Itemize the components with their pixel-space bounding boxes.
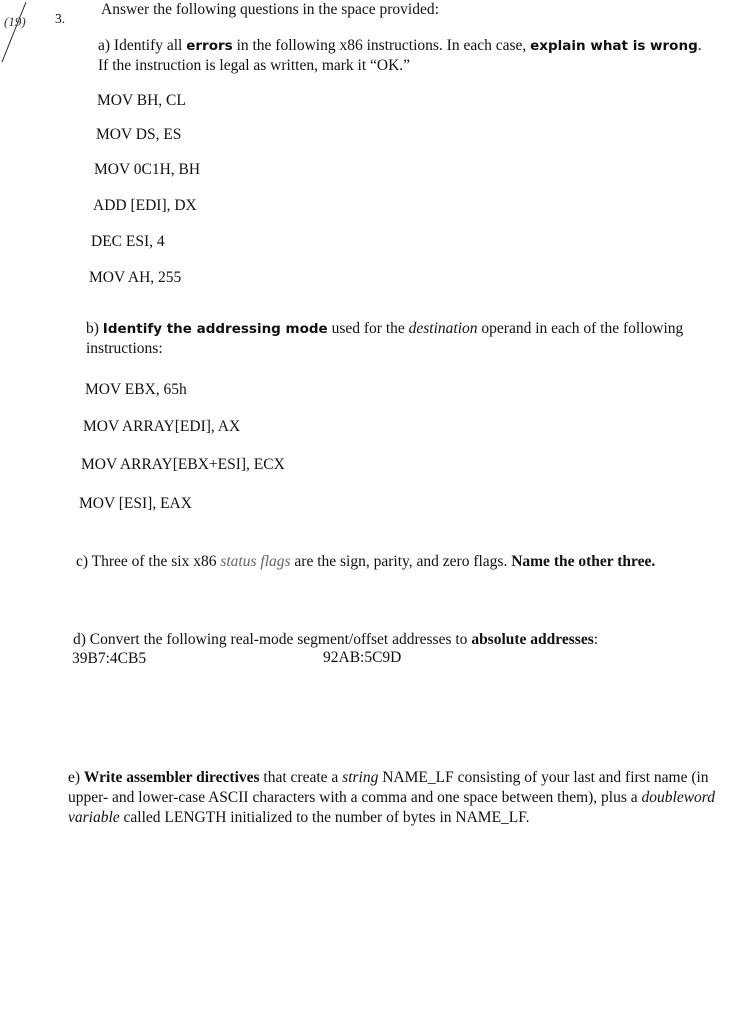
grading-slash-mark (0, 0, 40, 70)
part-a-instruction-4: ADD [EDI], DX (93, 197, 197, 214)
errors-emphasis: errors (186, 38, 233, 54)
part-e-prompt: e) Write assembler directives that create a string NAME_LF consisting of your last and first name (in upper- and lower-case ASCII characters with a comma and one space between them), plus a doubleword variable called LENGTH initialized to the number of bytes in NAME_LF. (68, 769, 715, 826)
doubleword-emphasis: doubleword variable (68, 789, 715, 826)
explain-emphasis: explain what is wrong (530, 38, 698, 54)
part-b-instruction-4: MOV [ESI], EAX (79, 495, 192, 512)
part-b-prompt: b) Identify the addressing mode used for the destination operand in each of the following instructions: (86, 320, 684, 357)
assembler-directives-emphasis: Write assembler directives (83, 769, 260, 786)
question-number: 3. (55, 11, 66, 26)
name-other-three-emphasis: Name the other three. (511, 553, 656, 570)
string-emphasis: string (342, 769, 379, 786)
address-2: 92AB:5C9D (323, 649, 402, 666)
part-a-instruction-1: MOV BH, CL (97, 92, 186, 109)
part-a-instruction-3: MOV 0C1H, BH (94, 161, 201, 178)
part-a-prompt: a) Identify all errors in the following x86 instructions. In each case, explain what is wrong. If the instruction is legal as written, mark it “OK.” (98, 37, 702, 74)
score-mark: (19) (4, 14, 26, 29)
address-1: 39B7:4CB5 (72, 650, 147, 667)
status-flags-emphasis: status flags (220, 553, 291, 570)
addressing-mode-emphasis: Identify the addressing mode (102, 321, 328, 337)
part-b-instruction-3: MOV ARRAY[EBX+ESI], ECX (81, 456, 285, 473)
part-c-prompt: c) Three of the six x86 status flags are the sign, parity, and zero flags. Name the other three. (76, 553, 656, 570)
part-b-instruction-1: MOV EBX, 65h (85, 381, 187, 398)
part-a-instruction-5: DEC ESI, 4 (91, 233, 165, 250)
question-instruction: Answer the following questions in the space provided: (101, 1, 439, 18)
part-b-instruction-2: MOV ARRAY[EDI], AX (83, 418, 241, 435)
absolute-addresses-emphasis: absolute addresses (471, 631, 594, 648)
part-d-prompt: d) Convert the following real-mode segment/offset addresses to absolute addresses: (73, 631, 599, 648)
part-a-instruction-2: MOV DS, ES (96, 126, 182, 143)
part-a-instruction-6: MOV AH, 255 (89, 269, 182, 286)
destination-emphasis: destination (408, 320, 478, 337)
